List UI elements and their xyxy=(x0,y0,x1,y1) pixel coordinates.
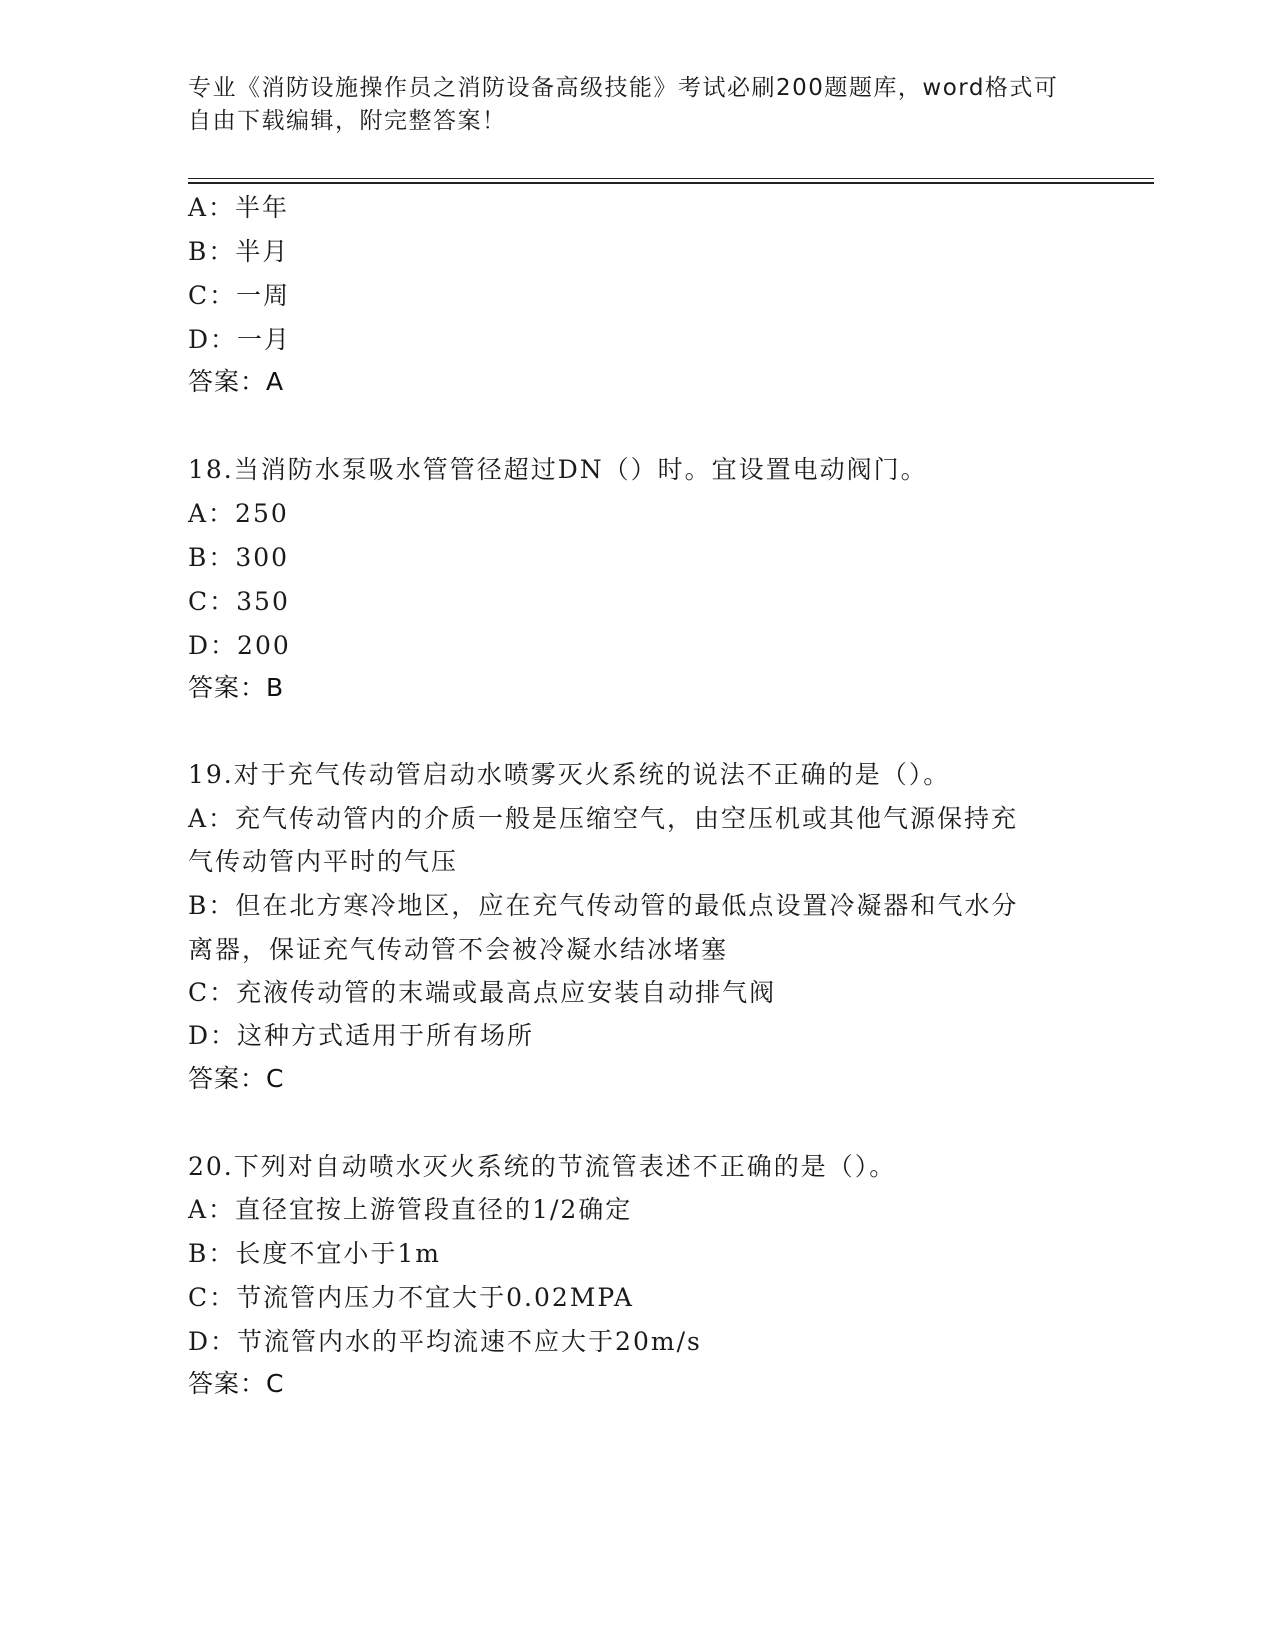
q18-option-a: A：250 xyxy=(188,499,289,528)
q18-option-b: B：300 xyxy=(188,543,290,572)
q19-option-a-line-1: A：充气传动管内的介质一般是压缩空气，由空压机或其他气源保持充 xyxy=(188,804,1019,833)
q19-option-b-line-2: 离器，保证充气传动管不会被冷凝水结冰堵塞 xyxy=(188,935,729,964)
q18-option-d: D：200 xyxy=(188,631,291,660)
q20-option-b: B：长度不宜小于1m xyxy=(188,1239,441,1268)
q20-option-d: D：节流管内水的平均流速不应大于20m/s xyxy=(188,1327,702,1356)
header-line-1: 专业《消防设施操作员之消防设备高级技能》考试必刷200题题库，word格式可 xyxy=(188,75,1059,101)
q20-answer: 答案：C xyxy=(188,1369,285,1398)
q17-option-d: D：一月 xyxy=(188,325,292,354)
header-divider-thin xyxy=(188,178,1154,179)
q17-option-c: C：一周 xyxy=(188,281,291,310)
q19-option-a-line-2: 气传动管内平时的气压 xyxy=(188,847,459,876)
q18-question: 18.当消防水泵吸水管管径超过DN（）时。宜设置电动阀门。 xyxy=(188,455,928,484)
q17-answer: 答案：A xyxy=(188,367,285,396)
q19-option-b-line-1: B：但在北方寒冷地区，应在充气传动管的最低点设置冷凝器和气水分 xyxy=(188,891,1019,920)
q20-question: 20.下列对自动喷水灭火系统的节流管表述不正确的是（）。 xyxy=(188,1152,897,1181)
header-divider-thick xyxy=(188,182,1154,184)
document-header xyxy=(188,72,1088,138)
q20-option-a: A：直径宜按上游管段直径的1/2确定 xyxy=(188,1195,633,1224)
header-line-2: 自由下载编辑，附完整答案！ xyxy=(188,108,507,134)
q19-option-c: C：充液传动管的末端或最高点应安装自动排气阀 xyxy=(188,978,777,1007)
q18-option-c: C：350 xyxy=(188,587,290,616)
q19-option-d: D：这种方式适用于所有场所 xyxy=(188,1021,535,1050)
q17-option-b: B：半月 xyxy=(188,237,290,266)
q19-answer: 答案：C xyxy=(188,1064,285,1093)
q20-option-c: C：节流管内压力不宜大于0.02MPA xyxy=(188,1283,634,1312)
q17-option-a: A：半年 xyxy=(188,193,290,222)
q18-answer: 答案：B xyxy=(188,673,285,702)
q19-question: 19.对于充气传动管启动水喷雾灭火系统的说法不正确的是（）。 xyxy=(188,760,951,789)
